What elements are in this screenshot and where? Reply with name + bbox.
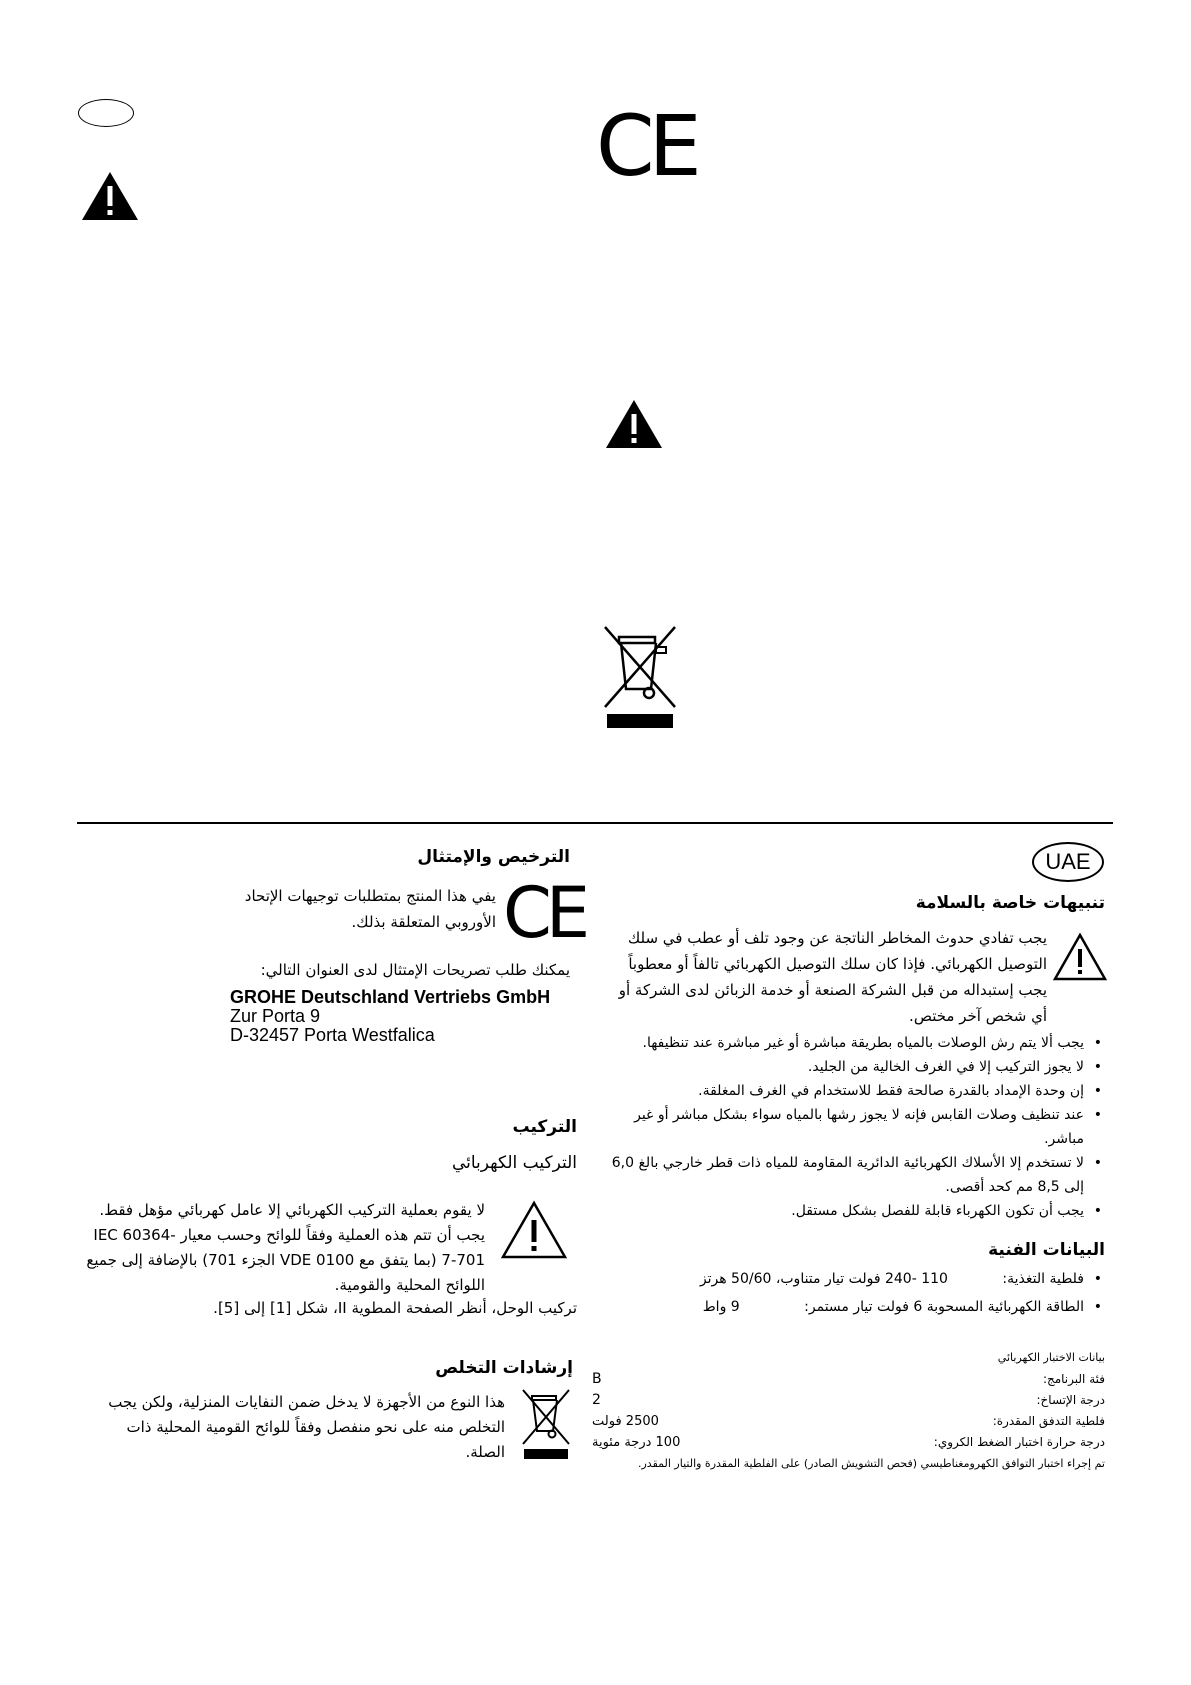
approval-title: الترخيص والإمتثال <box>417 847 570 867</box>
tech-title: البيانات الفنية <box>988 1240 1105 1260</box>
section-divider <box>77 822 1113 824</box>
manufacturer-address <box>230 988 570 1045</box>
weee-crossed-bin-icon <box>601 623 679 731</box>
power-value: 9 واط <box>702 1299 740 1315</box>
list-item: • يجب أن تكون الكهرباء قابلة للفصل بشكل مستقل. <box>606 1199 1106 1223</box>
disposal-title: إرشادات التخلص <box>435 1358 573 1378</box>
supply-value: 110 -240 فولت تيار متناوب، 50/60 هرتز <box>699 1271 948 1287</box>
test-note: تم إجراء اختبار التوافق الكهرومغناطيسي (فحص التشويش الصادر) على الفلطية المقدرة والتيار المقدر. <box>638 1457 1105 1470</box>
test-value: 2 <box>592 1392 601 1408</box>
warning-outline-triangle-icon <box>1052 932 1108 982</box>
test-label: درجة الإتساخ: <box>1036 1393 1105 1407</box>
warning-triangle-icon <box>604 398 664 450</box>
language-code-oval <box>78 99 134 127</box>
table-row <box>590 1390 1105 1411</box>
install-warning: لا يقوم بعملية التركيب الكهربائي إلا عامل كهربائي مؤهل فقط. يجب أن تتم هذه العملية وفقاً للوائح وحسب معيار IEC 60364-7-701 (بما يتفق مع VDE 0100 الجزء 701) بالإضافة إلى جميع اللوائح المحلية والقومية. <box>86 1201 485 1294</box>
warning-outline-triangle-icon <box>500 1200 568 1260</box>
power-label: الطاقة الكهربائية المسحوبة 6 فولت تيار مستمر: <box>804 1299 1084 1315</box>
install-subtitle: التركيب الكهربائي <box>451 1153 577 1173</box>
install-title: التركيب <box>512 1117 577 1137</box>
street: Zur Porta 9 <box>230 1006 321 1026</box>
test-label: فئة البرنامج: <box>1042 1372 1105 1386</box>
test-value: 100 درجة مئوية <box>592 1435 681 1450</box>
list-item: • لا تستخدم إلا الأسلاك الكهربائية الدائرية المقاومة للمياه ذات قطر خارجي بالغ 6,0 إلى 8,5 مم كحد أقصى. <box>606 1151 1106 1199</box>
install-wiring-reference: تركيب الوحل، أنظر الصفحة المطوية II، شكل [1] إلى [5]. <box>213 1299 577 1317</box>
table-row <box>590 1369 1105 1390</box>
table-row <box>590 1411 1105 1432</box>
disposal-text: هذا النوع من الأجهزة لا يدخل ضمن النفايات المنزلية، ولكن يجب التخلص منه على نحو منفصل وفقاً للوائح القومية المحلية ذات الصلة. <box>108 1393 505 1461</box>
approval-request: يمكنك طلب تصريحات الإمتثال لدى العنوان التالي: <box>260 961 570 979</box>
safety-title: تنبيهات خاصة بالسلامة <box>915 893 1105 913</box>
list-item: • لا يجوز التركيب إلا في الغرف الخالية من الجليد. <box>606 1055 1106 1079</box>
list-item: • يجب ألا يتم رش الوصلات بالمياه بطريقة مباشرة أو غير مباشرة عند تنظيفها. <box>606 1031 1106 1055</box>
safety-warning-paragraph: يجب تفادي حدوث المخاطر الناتجة عن وجود تلف أو عطب في سلك التوصيل الكهربائي. فإذا كان سلك التوصيل الكهربائي تالفاً أو معطوباً يجب إستبداله من قبل الشركة الصنعة أو خدمة الزبائن لدى الشركة أو أي شخص آخر مختص. <box>618 929 1047 1025</box>
table-row <box>590 1432 1105 1453</box>
supply-label: فلطية التغذية: <box>1002 1271 1084 1287</box>
list-item <box>606 1265 1106 1293</box>
test-label: فلطية التدفق المقدرة: <box>992 1414 1105 1428</box>
weee-crossed-bin-icon <box>520 1387 572 1462</box>
electrical-test-table <box>590 1369 1105 1474</box>
test-value: 2500 فولت <box>592 1414 659 1429</box>
tech-data-list <box>606 1265 1106 1321</box>
company-name: GROHE Deutschland Vertriebs GmbH <box>230 987 551 1007</box>
approval-text: يفي هذا المنتج بمتطلبات توجيهات الإتحاد الأوروبي المتعلقة بذلك. <box>244 887 496 931</box>
electrical-test-title: بيانات الاختبار الكهربائي <box>997 1351 1105 1364</box>
warning-triangle-icon <box>80 170 140 222</box>
list-item <box>606 1293 1106 1321</box>
city: D-32457 Porta Westfalica <box>230 1025 435 1045</box>
test-label: درجة حرارة اختبار الضغط الكروي: <box>933 1435 1105 1449</box>
ce-mark-bottom: CE <box>503 872 585 954</box>
safety-bullet-list <box>606 1031 1106 1223</box>
ce-mark-top: CE <box>596 97 696 195</box>
uae-badge: UAE <box>1032 842 1104 882</box>
list-item: • إن وحدة الإمداد بالقدرة صالحة فقط للاستخدام في الغرف المغلقة. <box>606 1079 1106 1103</box>
list-item: • عند تنظيف وصلات القابس فإنه لا يجوز رشها بالمياه سواء بشكل مباشر أو غير مباشر. <box>606 1103 1106 1151</box>
test-value: B <box>592 1371 602 1387</box>
